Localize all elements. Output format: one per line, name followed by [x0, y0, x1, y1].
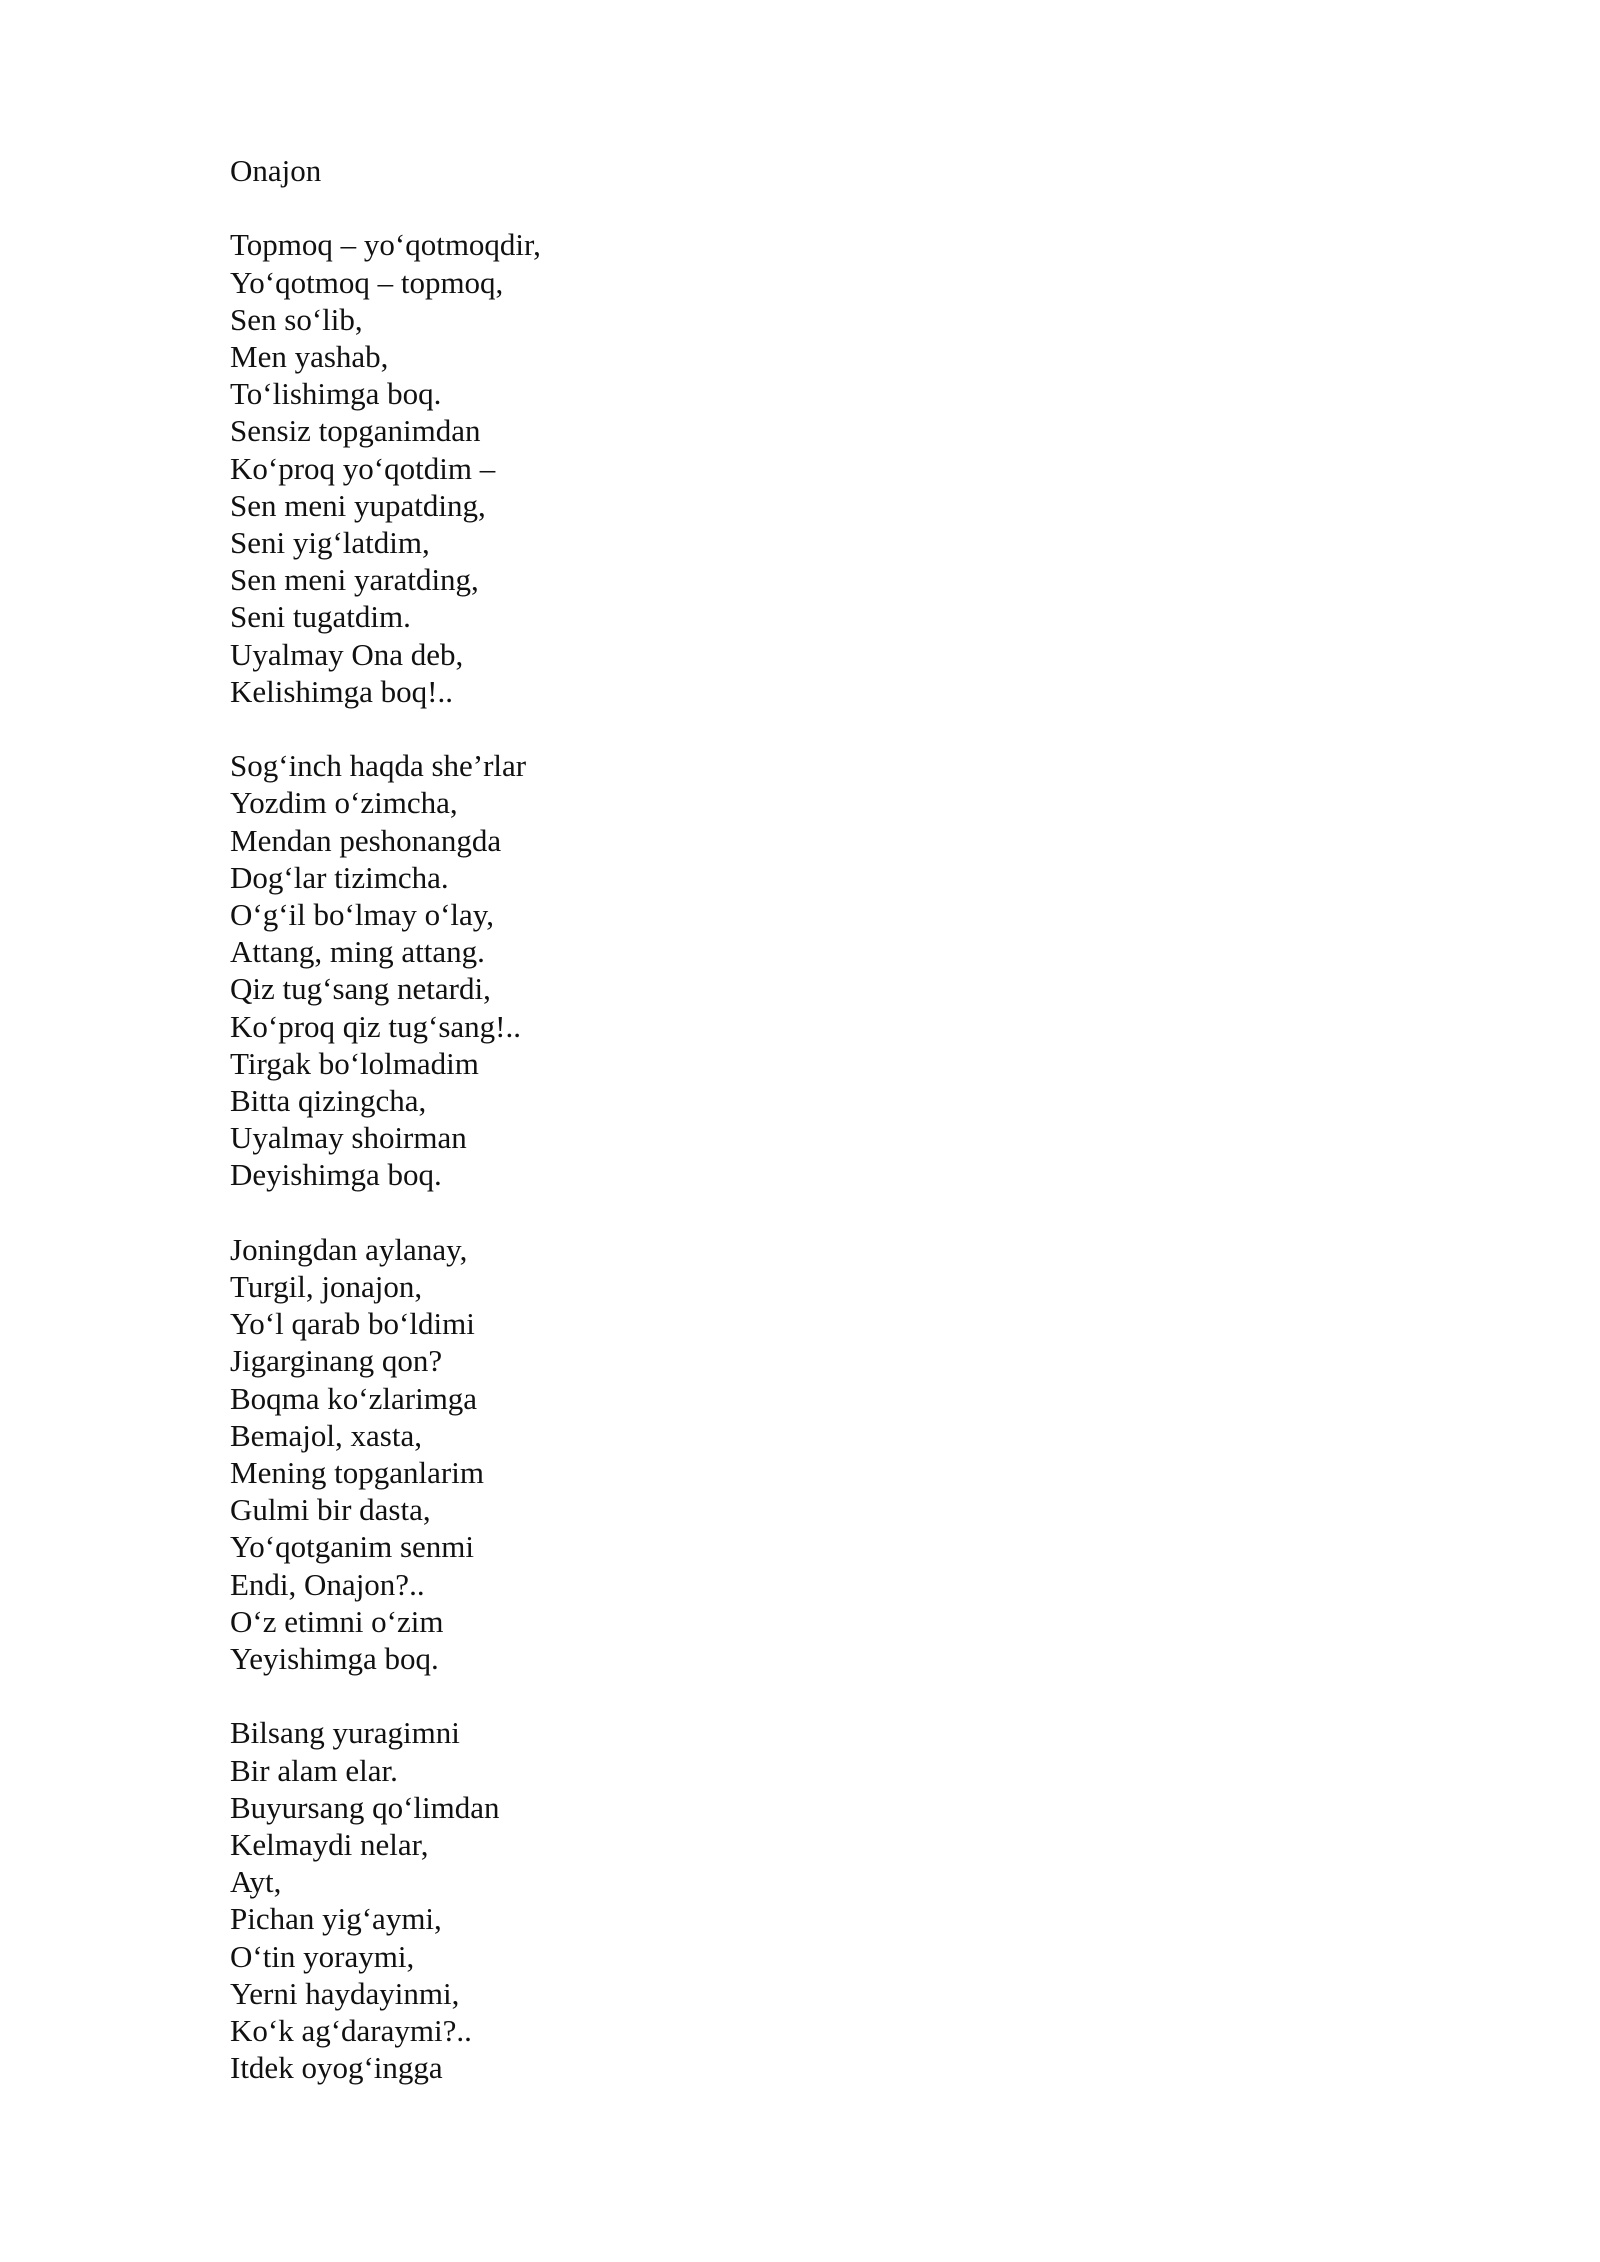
poem-line: Ko‘proq qiz tug‘sang!..: [230, 1008, 521, 1044]
stanza-1: [230, 226, 1430, 710]
poem-line: Jigarginang qon?: [230, 1343, 443, 1379]
poem-line: Yo‘qotganim senmi: [230, 1529, 475, 1565]
stanza-2: [230, 747, 1430, 1193]
poem-line: Gulmi bir dasta,: [230, 1492, 431, 1528]
poem-line: Sen so‘lib,: [230, 301, 363, 337]
poem-line: O‘tin yoraymi,: [230, 1938, 415, 1974]
poem-line: Yerni haydayinmi,: [230, 1975, 460, 2011]
poem-line: Deyishimga boq.: [230, 1157, 442, 1193]
poem-line: Men yashab,: [230, 339, 389, 374]
poem-line: Yeyishimga boq.: [230, 1641, 439, 1677]
poem-body: [230, 152, 1430, 2124]
poem-line: Bir alam elar.: [230, 1752, 398, 1788]
poem-line: Seni yig‘latdim,: [230, 525, 430, 561]
poem-line: Qiz tug‘sang netardi,: [230, 971, 491, 1007]
poem-line: Ko‘proq yo‘qotdim –: [230, 450, 496, 486]
poem-line: Uyalmay Ona deb,: [230, 636, 464, 672]
poem-line: Yozdim o‘zimcha,: [230, 785, 458, 821]
poem-line: Attang, ming attang.: [230, 934, 485, 970]
poem-line: Dog‘lar tizimcha.: [230, 859, 449, 895]
poem-line: Mening topganlarim: [230, 1455, 484, 1491]
poem-line: Boqma ko‘zlarimga: [230, 1380, 478, 1416]
poem-line: To‘lishimga boq.: [230, 376, 442, 412]
poem-line: Kelmaydi nelar,: [230, 1827, 429, 1863]
poem-line: Itdek oyog‘ingga: [230, 2050, 443, 2086]
poem-line: Topmoq – yo‘qotmoqdir,: [230, 227, 541, 263]
poem-line: Kelishimga boq!..: [230, 673, 453, 709]
poem-title: Onajon: [230, 153, 322, 188]
poem-line: Ko‘k ag‘daraymi?..: [230, 2013, 472, 2049]
poem-line: Turgil, jonajon,: [230, 1269, 423, 1305]
stanza-3: [230, 1231, 1430, 1677]
poem-line: Yo‘qotmoq – topmoq,: [230, 264, 504, 300]
poem-line: Ayt,: [230, 1864, 282, 1900]
poem-line: Joningdan aylanay,: [230, 1231, 468, 1267]
poem-line: Buyursang qo‘limdan: [230, 1789, 500, 1825]
poem-line: Sen meni yaratding,: [230, 562, 479, 598]
poem-line: Sen meni yupatding,: [230, 487, 486, 523]
poem-line: Bilsang yuragimni: [230, 1715, 460, 1751]
poem-line: Tirgak bo‘lolmadim: [230, 1045, 479, 1081]
poem-line: O‘g‘il bo‘lmay o‘lay,: [230, 897, 494, 933]
poem-line: O‘z etimni o‘zim: [230, 1603, 444, 1639]
poem-line: Bitta qizingcha,: [230, 1083, 427, 1119]
poem-line: Uyalmay shoirman: [230, 1120, 467, 1156]
poem-line: Sensiz topganimdan: [230, 413, 481, 449]
poem-line: Yo‘l qarab bo‘ldimi: [230, 1306, 475, 1342]
stanza-4: [230, 1714, 1430, 2086]
poem-line: Pichan yig‘aymi,: [230, 1901, 442, 1937]
poem-line: Seni tugatdim.: [230, 599, 411, 635]
poem-line: Endi, Onajon?..: [230, 1566, 425, 1602]
poem-line: Bemajol, xasta,: [230, 1417, 422, 1453]
poem-line: Sog‘inch haqda she’rlar: [230, 748, 527, 784]
poem-line: Mendan peshonangda: [230, 822, 502, 858]
